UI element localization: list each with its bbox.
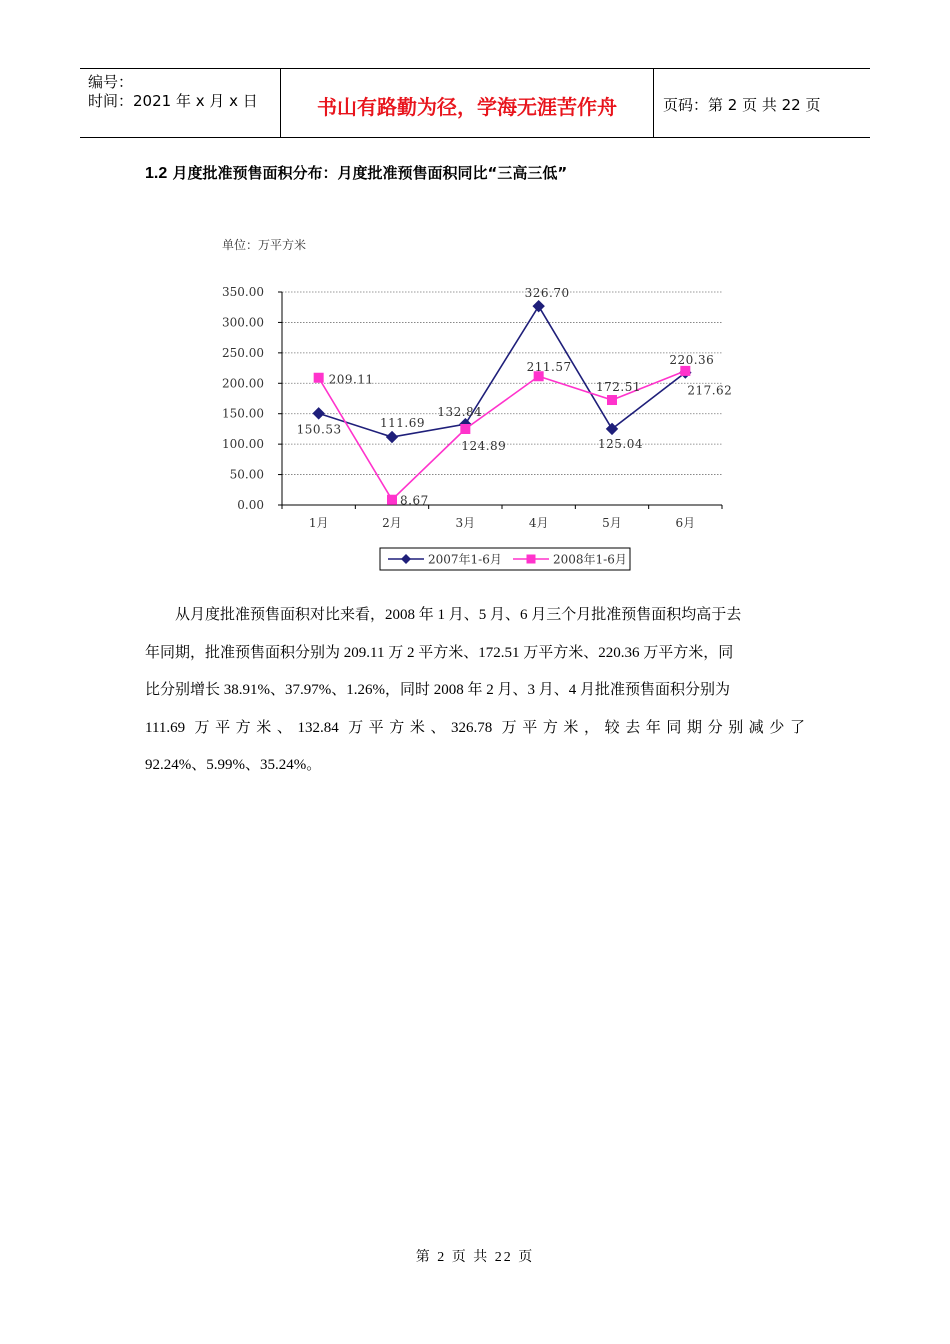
page-footer: 第 2 页 共 22 页 (415, 1250, 535, 1265)
y-tick-label: 200.00 (222, 376, 264, 391)
legend-label: 2008年1-6月 (553, 552, 627, 567)
page-info: 页码：第 2 页 共 22 页 (663, 95, 821, 114)
body-paragraph (145, 597, 805, 785)
data-label: 209.11 (328, 372, 374, 387)
paragraph-line: 92.24%、5.99%、35.24%。 (145, 757, 322, 773)
paragraph (145, 597, 805, 785)
data-label: 326.70 (524, 286, 570, 301)
section-title (145, 162, 567, 183)
data-label: 132.84 (437, 405, 483, 420)
y-tick-label: 0.00 (237, 498, 264, 512)
line-chart (200, 228, 760, 578)
unit-label: 单位：万平方米 (222, 238, 307, 252)
series-line (319, 306, 686, 437)
section-title-text: 月度批准预售面积分布：月度批准预售面积同比“三高三低” (172, 164, 568, 182)
motto: 书山有路勤为径，学海无涯苦作舟 (281, 69, 654, 137)
data-label: 217.62 (687, 383, 733, 398)
paragraph-line: 年同期，批准预售面积分别为 209.11 万 2 平方米、172.51 万平方米、220.36 万平方米，同 (145, 644, 734, 661)
y-tick-label: 250.00 (222, 345, 264, 360)
data-label: 220.36 (669, 352, 715, 367)
paragraph-line: 111.69 万平方米、132.84 万平方米、326.78 万平方米，较去年同期分别减少了 (145, 719, 805, 736)
y-tick-label: 100.00 (222, 437, 264, 452)
data-point-square (607, 395, 617, 405)
data-point-diamond (387, 432, 398, 443)
section-number: 1.2 (145, 165, 168, 182)
x-tick-label: 3月 (455, 516, 476, 530)
y-tick-label: 300.00 (222, 315, 264, 330)
number-label: 编号： (88, 73, 134, 91)
x-tick-label: 5月 (602, 516, 622, 530)
data-label: 8.67 (400, 493, 429, 508)
header-left-cell (80, 69, 281, 137)
data-label: 172.51 (596, 380, 641, 395)
legend-label: 2007年1-6月 (428, 552, 502, 567)
header-table (80, 68, 870, 138)
y-tick-label: 150.00 (222, 406, 264, 421)
data-label: 111.69 (380, 416, 425, 431)
data-point-square (314, 373, 324, 383)
x-tick-label: 4月 (528, 516, 549, 530)
legend-marker-square (527, 555, 536, 564)
data-point-square (387, 495, 397, 505)
data-label: 150.53 (296, 422, 342, 437)
y-tick-label: 350.00 (222, 285, 264, 299)
data-point-diamond (533, 301, 544, 312)
x-tick-label: 2月 (382, 516, 402, 530)
x-tick-label: 6月 (675, 516, 696, 530)
x-tick-label: 1月 (308, 516, 329, 530)
date-line: 时间：2021 年 x 月 x 日 (88, 92, 258, 110)
data-label: 125.04 (598, 436, 643, 451)
data-point-diamond (313, 408, 324, 419)
data-label: 211.57 (526, 360, 572, 375)
data-point-square (680, 366, 690, 376)
paragraph-line: 比分别增长 38.91%、37.97%、1.26%，同时 2008 年 2 月、3 月、4 月批准预售面积分别为 (145, 682, 730, 698)
y-tick-label: 50.00 (229, 467, 264, 482)
data-point-square (460, 424, 470, 434)
paragraph-line: 从月度批准预售面积对比来看，2008 年 1 月、5 月、6 月三个月批准预售面积均高于去 (175, 607, 742, 623)
data-label: 124.89 (461, 438, 507, 453)
